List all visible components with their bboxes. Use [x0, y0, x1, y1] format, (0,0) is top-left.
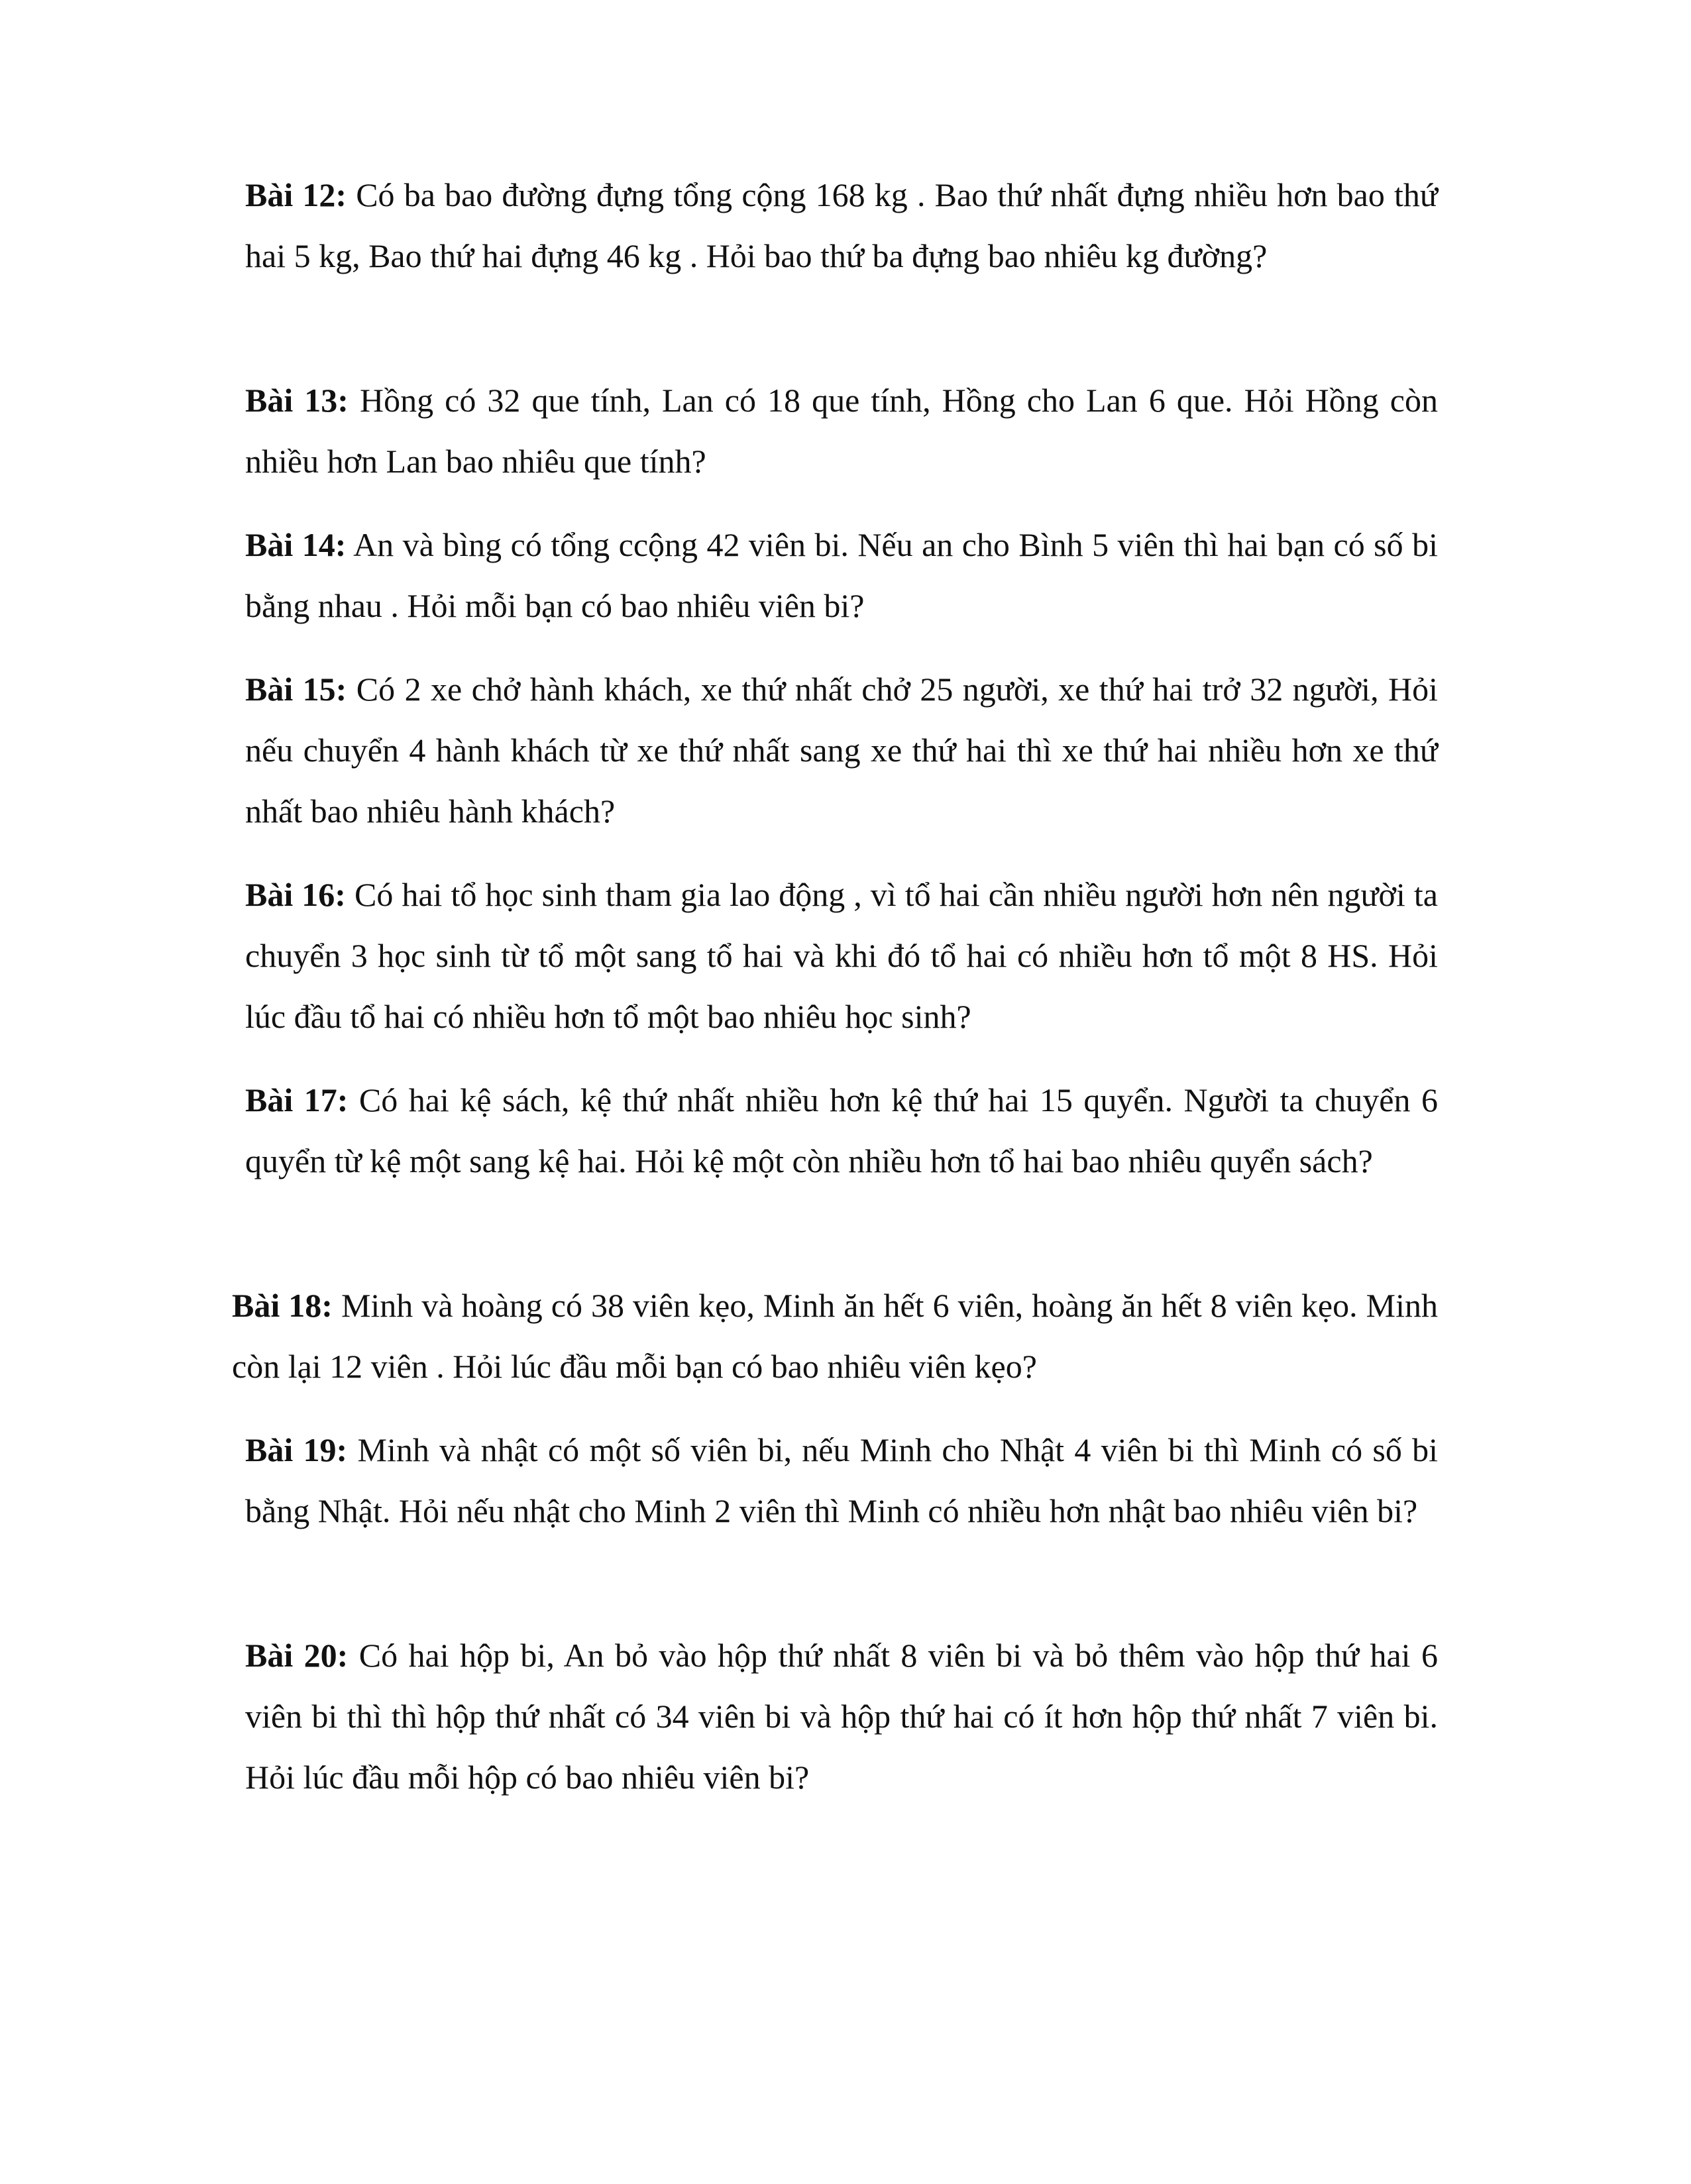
problem-text: Có hai tổ học sinh tham gia lao động , vì tổ hai cần nhiều người hơn nên người ta chuyển 3 học sinh từ tổ một sang tổ hai và khi đó tổ hai có nhiều hơn tổ một 8 HS. Hỏi lúc đầu tổ hai có nhiều hơn tổ một bao nhiêu học sinh?	[245, 876, 1438, 1035]
problem-20	[245, 1625, 1438, 1808]
problem-label: Bài 16:	[245, 876, 346, 913]
problem-label: Bài 12:	[245, 176, 347, 213]
problem-label: Bài 20:	[245, 1637, 349, 1674]
problem-label: Bài 15:	[245, 671, 347, 708]
problem-18	[232, 1275, 1438, 1397]
problem-19	[245, 1419, 1438, 1541]
problem-13	[245, 370, 1438, 492]
problem-label: Bài 17:	[245, 1081, 349, 1119]
problem-label: Bài 19:	[245, 1431, 348, 1468]
problem-text: Minh và nhật có một số viên bi, nếu Minh cho Nhật 4 viên bi thì Minh có số bi bằng Nhật. Hỏi nếu nhật cho Minh 2 viên thì Minh có nhiều hơn nhật bao nhiêu viên bi?	[245, 1431, 1438, 1529]
problem-text: Có 2 xe chở hành khách, xe thứ nhất chở 25 người, xe thứ hai trở 32 người, Hỏi nếu chuyển 4 hành khách từ xe thứ nhất sang xe thứ hai thì xe thứ hai nhiều hơn xe thứ nhất bao nhiêu hành khách?	[245, 671, 1439, 830]
problem-text: Có ba bao đường đựng tổng cộng 168 kg . Bao thứ nhất đựng nhiều hơn bao thứ hai 5 kg, Bao thứ hai đựng 46 kg . Hỏi bao thứ ba đựng bao nhiêu kg đường?	[245, 176, 1439, 274]
problem-text: An và bìng có tổng ccộng 42 viên bi. Nếu an cho Bình 5 viên thì hai bạn có số bi bằng nhau . Hỏi mỗi bạn có bao nhiêu viên bi?	[245, 526, 1438, 624]
problem-17	[245, 1069, 1438, 1191]
problem-text: Có hai kệ sách, kệ thứ nhất nhiều hơn kệ thứ hai 15 quyển. Người ta chuyển 6 quyển từ kệ một sang kệ hai. Hỏi kệ một còn nhiều hơn tổ hai bao nhiêu quyển sách?	[245, 1081, 1438, 1179]
problem-label: Bài 14:	[245, 526, 347, 563]
problem-12	[245, 164, 1438, 286]
problem-label: Bài 18:	[232, 1287, 333, 1324]
problem-text: Hồng có 32 que tính, Lan có 18 que tính, Hồng cho Lan 6 que. Hỏi Hồng còn nhiều hơn Lan bao nhiêu que tính?	[245, 382, 1438, 480]
problem-label: Bài 13:	[245, 382, 349, 419]
problem-text: Có hai hộp bi, An bỏ vào hộp thứ nhất 8 viên bi và bỏ thêm vào hộp thứ hai 6 viên bi thì thì hộp thứ nhất có 34 viên bi và hộp thứ hai có ít hơn hộp thứ nhất 7 viên bi. Hỏi lúc đầu mỗi hộp có bao nhiêu viên bi?	[245, 1637, 1438, 1796]
problem-15	[245, 659, 1438, 842]
problem-16	[245, 864, 1438, 1047]
problem-14	[245, 514, 1438, 636]
problem-text: Minh và hoàng có 38 viên kẹo, Minh ăn hết 6 viên, hoàng ăn hết 8 viên kẹo. Minh còn lại 12 viên . Hỏi lúc đầu mỗi bạn có bao nhiêu viên kẹo?	[232, 1287, 1438, 1385]
